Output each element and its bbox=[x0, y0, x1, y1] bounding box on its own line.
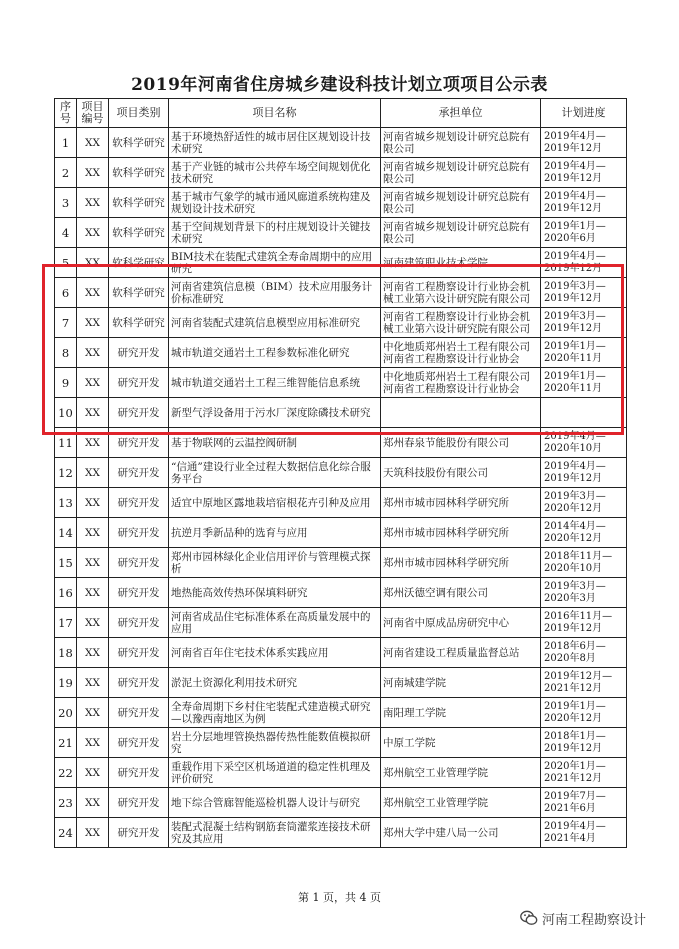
row-category: 软科学研究 bbox=[109, 188, 169, 218]
table-row bbox=[55, 398, 627, 428]
row-code: XX bbox=[77, 788, 109, 818]
header-index: 序号 bbox=[55, 99, 77, 128]
row-progress: 2019年7月—2021年6月 bbox=[541, 788, 627, 818]
table-row bbox=[55, 728, 627, 758]
row-progress: 2019年1月—2020年6月 bbox=[541, 218, 627, 248]
row-code: XX bbox=[77, 488, 109, 518]
row-code: XX bbox=[77, 128, 109, 158]
row-category: 研究开发 bbox=[109, 368, 169, 398]
row-progress: 2016年11月—2019年12月 bbox=[541, 608, 627, 638]
row-progress: 2019年1月—2020年12月 bbox=[541, 698, 627, 728]
row-index: 6 bbox=[55, 278, 77, 308]
row-code: XX bbox=[77, 668, 109, 698]
table-row bbox=[55, 578, 627, 608]
table-row bbox=[55, 128, 627, 158]
row-name: 河南省装配式建筑信息模型应用标准研究 bbox=[169, 308, 381, 338]
row-unit: 河南省城乡规划设计研究总院有限公司 bbox=[381, 218, 541, 248]
row-index: 12 bbox=[55, 458, 77, 488]
table-row bbox=[55, 638, 627, 668]
row-name: 城市轨道交通岩土工程参数标准化研究 bbox=[169, 338, 381, 368]
row-progress: 2019年3月—2020年3月 bbox=[541, 578, 627, 608]
table-row bbox=[55, 428, 627, 458]
table-row bbox=[55, 218, 627, 248]
row-unit: 郑州大学中建八局一公司 bbox=[381, 818, 541, 848]
row-index: 4 bbox=[55, 218, 77, 248]
row-name: 城市轨道交通岩土工程三维智能信息系统 bbox=[169, 368, 381, 398]
row-category: 研究开发 bbox=[109, 788, 169, 818]
row-unit: 郑州市城市园林科学研究所 bbox=[381, 518, 541, 548]
row-name: 适宜中原地区露地栽培宿根花卉引种及应用 bbox=[169, 488, 381, 518]
row-unit: 河南省城乡规划设计研究总院有限公司 bbox=[381, 158, 541, 188]
row-progress bbox=[541, 398, 627, 428]
row-progress: 2019年3月—2020年12月 bbox=[541, 488, 627, 518]
row-name: 基于产业链的城市公共停车场空间规划优化技术研究 bbox=[169, 158, 381, 188]
row-progress: 2018年1月—2019年12月 bbox=[541, 728, 627, 758]
row-code: XX bbox=[77, 158, 109, 188]
row-category: 软科学研究 bbox=[109, 278, 169, 308]
row-unit: 郑州春泉节能股份有限公司 bbox=[381, 428, 541, 458]
row-name: 河南省建筑信息模（BIM）技术应用服务计价标准研究 bbox=[169, 278, 381, 308]
row-code: XX bbox=[77, 188, 109, 218]
row-name: 全寿命周期下乡村住宅装配式建造模式研究—以豫西南地区为例 bbox=[169, 698, 381, 728]
row-unit: 河南省城乡规划设计研究总院有限公司 bbox=[381, 128, 541, 158]
row-index: 8 bbox=[55, 338, 77, 368]
row-code: XX bbox=[77, 818, 109, 848]
row-index: 7 bbox=[55, 308, 77, 338]
row-progress: 2019年4月—2019年12月 bbox=[541, 188, 627, 218]
row-code: XX bbox=[77, 518, 109, 548]
row-unit: 河南省工程勘察设计行业协会机械工业第六设计研究院有限公司 bbox=[381, 308, 541, 338]
row-unit: 中原工学院 bbox=[381, 728, 541, 758]
row-code: XX bbox=[77, 218, 109, 248]
table-row bbox=[55, 788, 627, 818]
row-code: XX bbox=[77, 458, 109, 488]
table-row bbox=[55, 548, 627, 578]
row-category: 研究开发 bbox=[109, 578, 169, 608]
row-index: 15 bbox=[55, 548, 77, 578]
row-category: 研究开发 bbox=[109, 398, 169, 428]
row-category: 研究开发 bbox=[109, 488, 169, 518]
row-unit: 中化地质郑州岩土工程有限公司河南省工程勘察设计行业协会 bbox=[381, 368, 541, 398]
row-name: 地下综合管廊智能巡检机器人设计与研究 bbox=[169, 788, 381, 818]
row-category: 软科学研究 bbox=[109, 158, 169, 188]
row-name: 河南省成品住宅标准体系在高质量发展中的应用 bbox=[169, 608, 381, 638]
row-code: XX bbox=[77, 278, 109, 308]
row-unit: 河南城建学院 bbox=[381, 668, 541, 698]
row-progress: 2019年1月—2020年11月 bbox=[541, 368, 627, 398]
table-row bbox=[55, 488, 627, 518]
row-category: 研究开发 bbox=[109, 668, 169, 698]
table-row bbox=[55, 608, 627, 638]
row-index: 24 bbox=[55, 818, 77, 848]
row-name: 河南省百年住宅技术体系实践应用 bbox=[169, 638, 381, 668]
row-name: 基于空间规划背景下的村庄规划设计关键技术研究 bbox=[169, 218, 381, 248]
row-index: 17 bbox=[55, 608, 77, 638]
table-row bbox=[55, 458, 627, 488]
row-unit: 河南省城乡规划设计研究总院有限公司 bbox=[381, 188, 541, 218]
row-index: 13 bbox=[55, 488, 77, 518]
row-name: BIM技术在装配式建筑全寿命周期中的应用研究 bbox=[169, 248, 381, 278]
row-code: XX bbox=[77, 548, 109, 578]
row-name: 新型气浮设备用于污水厂深度除磷技术研究 bbox=[169, 398, 381, 428]
header-progress: 计划进度 bbox=[541, 99, 627, 128]
row-unit: 郑州航空工业管理学院 bbox=[381, 788, 541, 818]
row-code: XX bbox=[77, 368, 109, 398]
row-unit: 郑州沃德空调有限公司 bbox=[381, 578, 541, 608]
row-code: XX bbox=[77, 758, 109, 788]
table-row bbox=[55, 758, 627, 788]
header-code: 项目编号 bbox=[77, 99, 109, 128]
row-category: 研究开发 bbox=[109, 728, 169, 758]
row-category: 研究开发 bbox=[109, 338, 169, 368]
table-row bbox=[55, 308, 627, 338]
row-progress: 2019年4月—2019年12月 bbox=[541, 128, 627, 158]
row-index: 22 bbox=[55, 758, 77, 788]
table-row bbox=[55, 338, 627, 368]
row-unit: 天筑科技股份有限公司 bbox=[381, 458, 541, 488]
row-index: 2 bbox=[55, 158, 77, 188]
row-code: XX bbox=[77, 638, 109, 668]
row-progress: 2019年4月—2020年10月 bbox=[541, 428, 627, 458]
row-code: XX bbox=[77, 338, 109, 368]
row-unit: 郑州航空工业管理学院 bbox=[381, 758, 541, 788]
row-code: XX bbox=[77, 428, 109, 458]
table-row bbox=[55, 188, 627, 218]
row-unit: 郑州市城市园林科学研究所 bbox=[381, 548, 541, 578]
row-category: 研究开发 bbox=[109, 608, 169, 638]
table-row bbox=[55, 698, 627, 728]
row-index: 16 bbox=[55, 578, 77, 608]
row-index: 5 bbox=[55, 248, 77, 278]
row-name: 基于城市气象学的城市通风廊道系统构建及规划设计技术研究 bbox=[169, 188, 381, 218]
row-name: 重载作用下采空区机场道道的稳定性机理及评价研究 bbox=[169, 758, 381, 788]
row-category: 研究开发 bbox=[109, 638, 169, 668]
row-index: 23 bbox=[55, 788, 77, 818]
page-footer: 第 1 页，共 4 页 bbox=[298, 891, 381, 904]
row-category: 研究开发 bbox=[109, 428, 169, 458]
row-progress: 2019年4月—2019年12月 bbox=[541, 458, 627, 488]
row-progress: 2019年3月—2019年12月 bbox=[541, 278, 627, 308]
header-name: 项目名称 bbox=[169, 99, 381, 128]
row-code: XX bbox=[77, 398, 109, 428]
watermark bbox=[520, 908, 646, 928]
row-code: XX bbox=[77, 608, 109, 638]
row-progress: 2019年4月—2019年12月 bbox=[541, 248, 627, 278]
row-category: 研究开发 bbox=[109, 818, 169, 848]
row-code: XX bbox=[77, 698, 109, 728]
row-name: 岩土分层地埋管换热器传热性能数值模拟研究 bbox=[169, 728, 381, 758]
row-unit: 中化地质郑州岩土工程有限公司河南省工程勘察设计行业协会 bbox=[381, 338, 541, 368]
row-category: 软科学研究 bbox=[109, 218, 169, 248]
row-unit: 南阳理工学院 bbox=[381, 698, 541, 728]
row-name: “信通”建设行业全过程大数据信息化综合服务平台 bbox=[169, 458, 381, 488]
row-unit: 郑州市城市园林科学研究所 bbox=[381, 488, 541, 518]
row-code: XX bbox=[77, 728, 109, 758]
table-row bbox=[55, 368, 627, 398]
row-index: 20 bbox=[55, 698, 77, 728]
row-progress: 2019年12月—2021年12月 bbox=[541, 668, 627, 698]
table-row bbox=[55, 668, 627, 698]
row-unit: 河南建筑职业技术学院 bbox=[381, 248, 541, 278]
row-name: 基于物联网的云温控阀研制 bbox=[169, 428, 381, 458]
row-name: 基于环境热舒适性的城市居住区规划设计技术研究 bbox=[169, 128, 381, 158]
row-unit: 河南省中原成品房研究中心 bbox=[381, 608, 541, 638]
row-name: 郑州市园林绿化企业信用评价与管理模式探析 bbox=[169, 548, 381, 578]
row-index: 19 bbox=[55, 668, 77, 698]
row-code: XX bbox=[77, 308, 109, 338]
page-title: 2019年河南省住房城乡建设科技计划立项项目公示表 bbox=[131, 75, 548, 95]
row-progress: 2019年4月—2021年4月 bbox=[541, 818, 627, 848]
row-category: 软科学研究 bbox=[109, 248, 169, 278]
row-name: 抗逆月季新品种的选育与应用 bbox=[169, 518, 381, 548]
row-progress: 2018年6月—2020年8月 bbox=[541, 638, 627, 668]
row-name: 地热能高效传热环保填料研究 bbox=[169, 578, 381, 608]
table-row bbox=[55, 158, 627, 188]
row-unit: 河南省建设工程质量监督总站 bbox=[381, 638, 541, 668]
table-header-row bbox=[55, 99, 627, 128]
row-index: 3 bbox=[55, 188, 77, 218]
row-progress: 2019年3月—2019年12月 bbox=[541, 308, 627, 338]
row-name: 淤泥土资源化利用技术研究 bbox=[169, 668, 381, 698]
header-category: 项目类别 bbox=[109, 99, 169, 128]
row-progress: 2018年11月—2020年10月 bbox=[541, 548, 627, 578]
project-table bbox=[54, 98, 627, 848]
row-index: 21 bbox=[55, 728, 77, 758]
watermark-text: 河南工程勘察设计 bbox=[542, 912, 647, 928]
table-row bbox=[55, 518, 627, 548]
row-name: 装配式混凝土结构钢筋套筒灌浆连接技术研究及其应用 bbox=[169, 818, 381, 848]
row-progress: 2014年4月—2020年12月 bbox=[541, 518, 627, 548]
row-index: 9 bbox=[55, 368, 77, 398]
row-index: 11 bbox=[55, 428, 77, 458]
table-row bbox=[55, 818, 627, 848]
row-index: 1 bbox=[55, 128, 77, 158]
row-progress: 2019年1月—2020年11月 bbox=[541, 338, 627, 368]
row-index: 18 bbox=[55, 638, 77, 668]
row-code: XX bbox=[77, 248, 109, 278]
row-category: 研究开发 bbox=[109, 518, 169, 548]
row-category: 软科学研究 bbox=[109, 128, 169, 158]
row-unit: 河南省工程勘察设计行业协会机械工业第六设计研究院有限公司 bbox=[381, 278, 541, 308]
row-code: XX bbox=[77, 578, 109, 608]
table-row bbox=[55, 278, 627, 308]
row-index: 10 bbox=[55, 398, 77, 428]
wechat-icon bbox=[520, 910, 538, 926]
row-progress: 2019年4月—2019年12月 bbox=[541, 158, 627, 188]
header-unit: 承担单位 bbox=[381, 99, 541, 128]
row-unit bbox=[381, 398, 541, 428]
table-row bbox=[55, 248, 627, 278]
row-category: 软科学研究 bbox=[109, 308, 169, 338]
row-progress: 2020年1月—2021年12月 bbox=[541, 758, 627, 788]
row-category: 研究开发 bbox=[109, 548, 169, 578]
row-index: 14 bbox=[55, 518, 77, 548]
row-category: 研究开发 bbox=[109, 458, 169, 488]
row-category: 研究开发 bbox=[109, 698, 169, 728]
row-category: 研究开发 bbox=[109, 758, 169, 788]
